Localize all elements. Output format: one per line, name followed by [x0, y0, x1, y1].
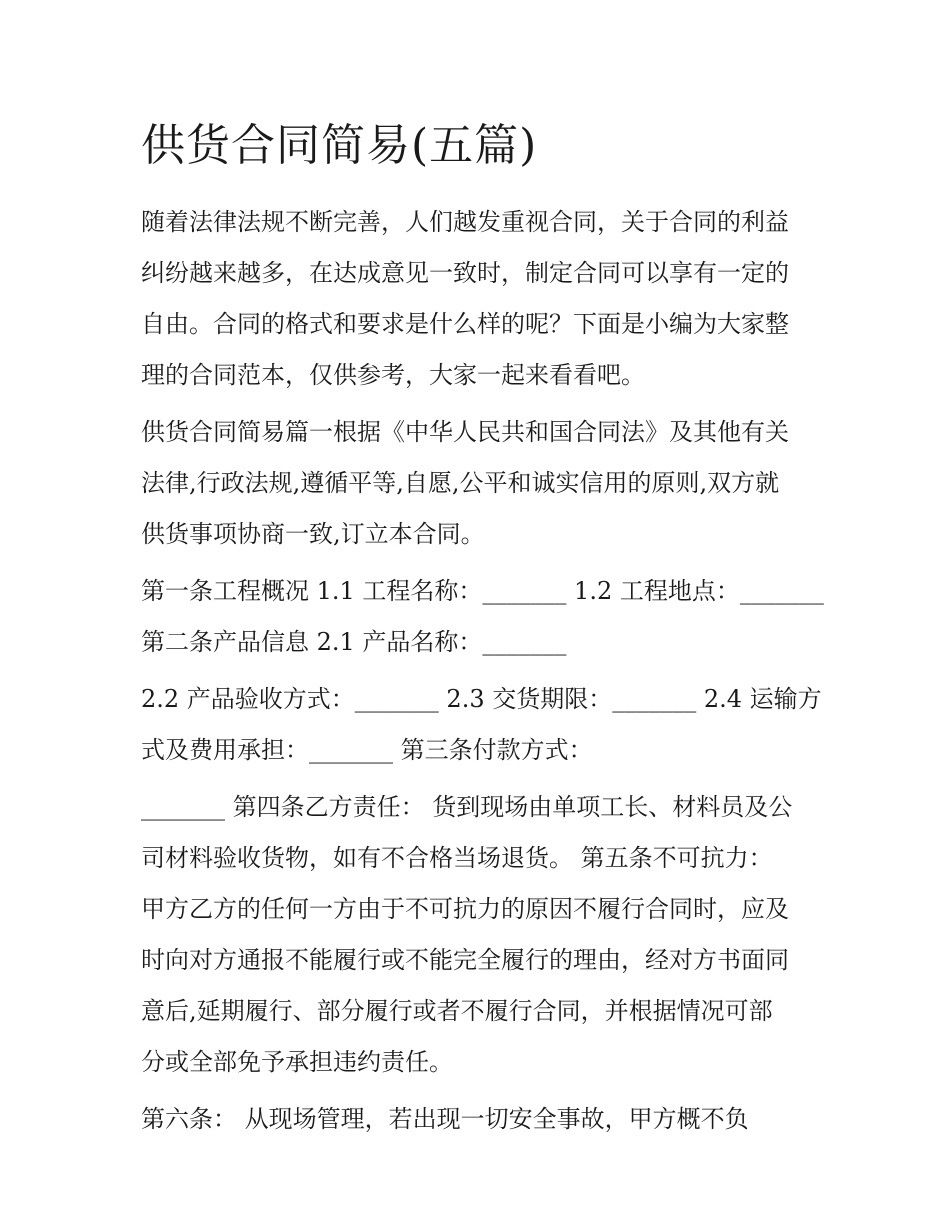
- document-body: [141, 197, 824, 1151]
- text-line: 式及费用承担：_______ 第三条付款方式：: [141, 736, 593, 764]
- text-line: 甲方乙方的任何一方由于不可抗力的原因不履行合同时，应及: [141, 895, 789, 923]
- text-line: 供货合同简易篇一根据《中华人民共和国合同法》及其他有关: [141, 418, 789, 446]
- text-line: 意后,延期履行、部分履行或者不履行合同，并根据情况可部: [141, 997, 773, 1025]
- text-line: 时向对方通报不能履行或不能完全履行的理由，经对方书面同: [141, 946, 789, 974]
- paragraph-article-six: [141, 1094, 821, 1145]
- text-line: 纠纷越来越多，在达成意见一致时，制定合同可以享有一定的: [141, 259, 789, 287]
- text-line: 自由。合同的格式和要求是什么样的呢？下面是小编为大家整: [141, 310, 789, 338]
- paragraph-responsibility: [141, 782, 821, 1088]
- text-line: 2.2 产品验收方式：_______ 2.3 交货期限：_______ 2.4 运输方: [141, 685, 822, 713]
- paragraph-contract-one: [141, 407, 821, 560]
- text-line: 第六条： 从现场管理，若出现一切安全事故，甲方概不负: [141, 1105, 749, 1133]
- text-line: _______ 第四条乙方责任： 货到现场由单项工长、材料员及公: [141, 793, 793, 821]
- paragraph-product-terms: [141, 674, 821, 776]
- text-line: 第一条工程概况 1.1 工程名称：_______ 1.2 工程地点：_______: [141, 577, 824, 605]
- text-line: 法律,行政法规,遵循平等,自愿,公平和诚实信用的原则,双方就: [141, 469, 780, 497]
- text-line: 司材料验收货物，如有不合格当场退货。 第五条不可抗力：: [141, 844, 773, 872]
- document-title: 供货合同简易(五篇): [141, 120, 538, 171]
- text-line: 供货事项协商一致,订立本合同。: [141, 520, 485, 548]
- text-line: 第二条产品信息 2.1 产品名称：_______: [141, 628, 567, 656]
- text-line: 理的合同范本，仅供参考，大家一起来看看吧。: [141, 361, 645, 389]
- text-line: 随着法律法规不断完善，人们越发重视合同，关于合同的利益: [141, 208, 789, 236]
- text-line: 分或全部免予承担违约责任。: [141, 1048, 453, 1076]
- paragraph-article-one-two: [141, 566, 824, 668]
- paragraph-intro: [141, 197, 821, 401]
